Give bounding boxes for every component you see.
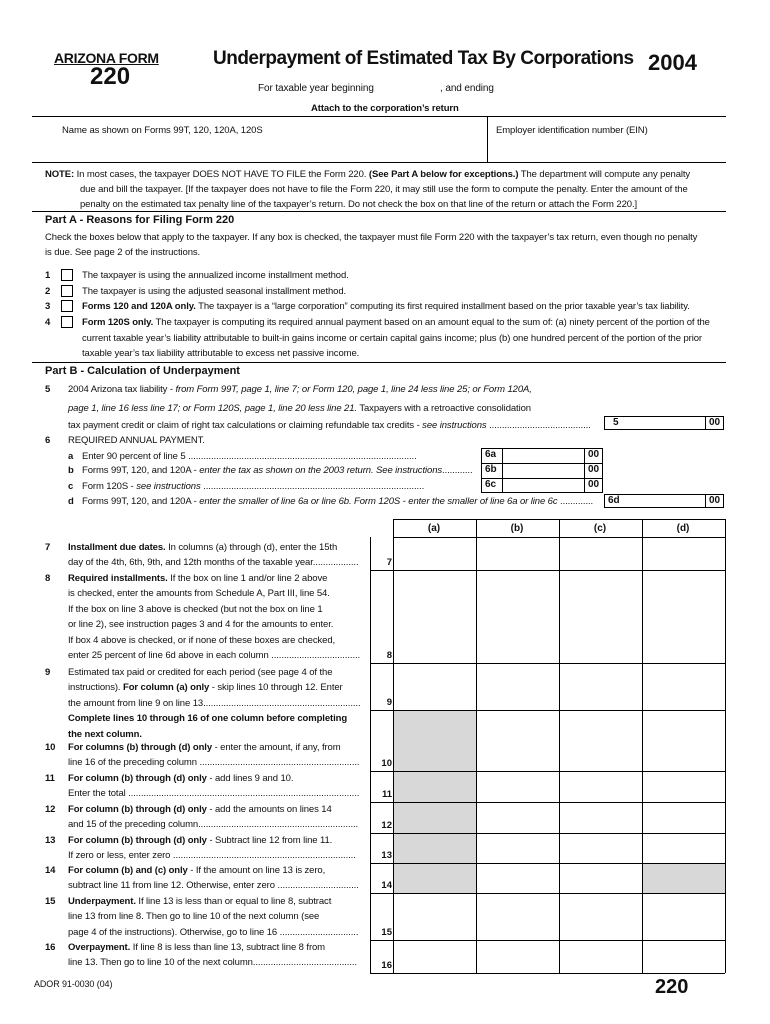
line-8-column-a-input[interactable] xyxy=(394,571,475,663)
line-6a-text: Enter 90 percent of line 5 .......................................................................................... xyxy=(82,451,417,462)
part-b-title: Part B - Calculation of Underpayment xyxy=(45,365,240,377)
line-6d-box-label: 6d xyxy=(608,495,620,506)
line-8-box-label: 8 xyxy=(386,650,392,661)
line-15-column-b-input[interactable] xyxy=(477,894,558,940)
line-12-box-label: 12 xyxy=(381,820,392,831)
line-10-column-a-input xyxy=(394,741,475,771)
part-a-checkbox-4[interactable] xyxy=(61,316,73,328)
part-a-item-number: 3 xyxy=(45,301,51,312)
line-8-number: 8 xyxy=(45,573,51,584)
line-5-cents: 00 xyxy=(709,417,721,428)
line-14-text: subtract line 11 from line 12. Otherwise, enter zero ................................ xyxy=(68,880,359,892)
line-7-column-a-input[interactable] xyxy=(394,538,475,570)
line-5-part-c: page 1, line 16 less line 17; or Form 120S, page 1, line 20 less line 21. xyxy=(68,403,357,414)
column-d-header: (d) xyxy=(676,523,690,534)
line-15-text: Underpayment. If line 13 is less than or equal to line 8, subtract xyxy=(68,896,332,907)
page-title: Underpayment of Estimated Tax By Corporations xyxy=(213,48,634,69)
line-14-text: For column (b) and (c) only - If the amount on line 13 is zero, xyxy=(68,865,326,876)
line-15-text: page 4 of the instructions). Otherwise, go to line 16 ............................... xyxy=(68,926,359,938)
grid-row-line xyxy=(370,710,725,711)
line-13-box-label: 13 xyxy=(381,850,392,861)
line-16-column-a-input[interactable] xyxy=(394,941,475,973)
note-text-1b: (See Part A below for exceptions.) xyxy=(368,169,519,180)
column-c-header: (c) xyxy=(593,523,607,534)
line-14-column-d-input xyxy=(643,864,724,893)
line-11-column-a-input xyxy=(394,772,475,802)
part-a-item-text xyxy=(82,301,690,312)
part-a-item-body: The taxpayer is a “large corporation” computing its first required installment based on the prior taxable year’s tax liability. xyxy=(195,301,690,312)
line-15-number: 15 xyxy=(45,896,56,907)
note-rule xyxy=(32,211,726,212)
line-14-column-b-input[interactable] xyxy=(477,864,558,893)
part-a-item-bold: Forms 120 and 120A only. xyxy=(82,301,196,312)
part-a-checkbox-2[interactable] xyxy=(61,285,73,297)
line-16-column-d-input[interactable] xyxy=(643,941,724,973)
line-14-column-a-input xyxy=(394,864,475,893)
line-13-column-d-input[interactable] xyxy=(643,834,724,863)
line-8-text: or line 2), see instruction pages 3 and 4 for the amounts to enter. xyxy=(68,619,334,631)
grid-column-line xyxy=(725,519,726,973)
line-12-text: and 15 of the preceding column............................................................... xyxy=(68,819,359,831)
line-6d-letter: d xyxy=(68,496,74,507)
line-13-column-c-input[interactable] xyxy=(560,834,641,863)
line-14-column-c-input[interactable] xyxy=(560,864,641,893)
line-8-column-b-input[interactable] xyxy=(477,571,558,663)
line-9-column-c-input[interactable] xyxy=(560,664,641,710)
line-7-column-c-input[interactable] xyxy=(560,538,641,570)
line-9-text: Complete lines 10 through 16 of one column before completing xyxy=(68,713,348,725)
line-11-box-label: 11 xyxy=(381,789,392,800)
part-a-item-number: 1 xyxy=(45,270,51,281)
note-text-1a: In most cases, the taxpayer DOES NOT HAVE TO FILE the Form 220. xyxy=(76,169,367,180)
part-a-intro-1: Check the boxes below that apply to the taxpayer. If any box is checked, the taxpayer must file Form 220 with the taxpayer’s tax return, even though no penalty xyxy=(45,232,698,243)
line-9-box-label: 9 xyxy=(386,697,392,708)
line-7-number: 7 xyxy=(45,542,51,553)
and-ending-label: , and ending xyxy=(440,83,494,94)
tax-year: 2004 xyxy=(648,50,697,75)
line-6a-box-label: 6a xyxy=(485,449,497,460)
footer-code: ADOR 91-0030 (04) xyxy=(34,979,113,989)
line-7-text: Installment due dates. In columns (a) through (d), enter the 15th xyxy=(68,542,338,553)
line-5-part-d: Taxpayers with a retroactive consolidation xyxy=(356,403,531,414)
taxable-year-ending-input[interactable] xyxy=(496,80,586,94)
line-12-column-c-input[interactable] xyxy=(560,803,641,833)
line-6c-input[interactable] xyxy=(504,480,582,492)
line-8-text: Required installments. If the box on line 1 and/or line 2 above xyxy=(68,573,328,584)
name-input[interactable] xyxy=(34,138,484,158)
line-16-box-label: 16 xyxy=(381,960,392,971)
line-10-text: line 16 of the preceding column ............................................................... xyxy=(68,757,360,769)
line-6d-dots: ............. xyxy=(557,496,594,507)
line-11-text: Enter the total ........................................................................................... xyxy=(68,788,360,800)
line-15-column-c-input[interactable] xyxy=(560,894,641,940)
line-6b-dots: ............ xyxy=(442,465,473,476)
part-a-item-text xyxy=(82,317,710,328)
part-a-checkbox-3[interactable] xyxy=(61,300,73,312)
line-9-text: Estimated tax paid or credited for each period (see page 4 of the xyxy=(68,667,333,678)
column-b-header: (b) xyxy=(510,523,524,534)
line-9-number: 9 xyxy=(45,667,51,678)
form-number: 220 xyxy=(90,63,131,90)
line-12-text: For column (b) through (d) only - add the amounts on lines 14 xyxy=(68,804,332,815)
item-4-line-2: current taxable year’s liability attributable to built-in gains income or certain capital gains income; plus (b) one hundred percent of the portion of the prior xyxy=(82,333,702,344)
line-6c-dots: ....................................................................................... xyxy=(200,481,425,492)
attach-instruction: Attach to the corporation’s return xyxy=(311,103,459,114)
item-4-line-3: taxable year’s tax liability attributable to excess net passive income. xyxy=(82,348,360,359)
line-9-column-b-input[interactable] xyxy=(477,664,558,710)
line-12-number: 12 xyxy=(45,804,56,815)
line-6d-cents: 00 xyxy=(709,495,721,506)
line-16-column-c-input[interactable] xyxy=(560,941,641,973)
line-6c-cents: 00 xyxy=(588,479,600,490)
line-6c-part-a: Form 120S - xyxy=(82,481,137,492)
line-8-text: If the box on line 3 above is checked (but not the box on line 1 xyxy=(68,603,323,615)
line-16-number: 16 xyxy=(45,942,56,953)
line-15-column-a-input[interactable] xyxy=(394,894,475,940)
ein-label: Employer identification number (EIN) xyxy=(496,125,648,136)
line-11-column-b-input[interactable] xyxy=(477,772,558,802)
line-8-column-c-input[interactable] xyxy=(560,571,641,663)
line-15-box-label: 15 xyxy=(381,927,392,938)
line-5-box-divider xyxy=(705,417,706,430)
line-5-text-3 xyxy=(68,420,591,431)
line-6-title: REQUIRED ANNUAL PAYMENT. xyxy=(68,435,205,446)
line-5-dots: ........................................ xyxy=(486,420,591,431)
line-5-part-f: see instructions xyxy=(422,420,487,431)
taxable-year-beginning-label: For taxable year beginning xyxy=(258,83,374,94)
line-6b-part-b: enter the tax as shown on the 2003 return. See instructions xyxy=(199,465,443,476)
name-label: Name as shown on Forms 99T, 120, 120A, 120S xyxy=(62,125,263,136)
line-16-text: line 13. Then go to line 10 of the next column......................................... xyxy=(68,957,357,969)
part-a-item-body: The taxpayer is computing its required annual payment based on an amount equal to the sum of: (a) ninety percent of the portion of the xyxy=(153,317,710,328)
line-14-box-label: 14 xyxy=(381,880,392,891)
part-a-item-text xyxy=(82,270,349,281)
line-6b-letter: b xyxy=(68,465,74,476)
part-a-item-text xyxy=(82,286,346,297)
line-11-number: 11 xyxy=(45,773,55,784)
line-6d-text xyxy=(82,496,593,507)
line-6b-part-a: Forms 99T, 120, and 120A - xyxy=(82,465,200,476)
line-10-column-d-input[interactable] xyxy=(643,741,724,771)
line-5-part-e: tax payment credit or claim of right tax calculations or claiming refundable tax credits - xyxy=(68,420,423,431)
line-6c-text xyxy=(82,481,478,492)
line-8-column-d-input[interactable] xyxy=(643,571,724,663)
line-6b-cents: 00 xyxy=(588,464,600,475)
line-7-box-label: 7 xyxy=(386,557,392,568)
part-a-title: Part A - Reasons for Filing Form 220 xyxy=(45,214,235,226)
line-7-column-d-input[interactable] xyxy=(643,538,724,570)
line-10-column-c-input[interactable] xyxy=(560,741,641,771)
note-line-3: penalty on the estimated tax penalty line of the taxpayer’s return. Do not check the box on that line of the return or attach the Form 220.] xyxy=(80,199,638,210)
line-13-column-b-input[interactable] xyxy=(477,834,558,863)
line-6a-letter: a xyxy=(68,451,74,462)
part-a-item-body: The taxpayer is using the annualized income installment method. xyxy=(82,270,349,281)
line-9-text: the next column. xyxy=(68,728,142,740)
line-5-box-label: 5 xyxy=(613,417,619,428)
grid-column-line xyxy=(370,537,371,973)
note-line-2: due and bill the taxpayer. [If the taxpayer does not have to file the Form 220, it may still use the form to compute the penalty. Enter the amount of the xyxy=(80,184,688,195)
line-8-text: is checked, enter the amounts from Schedule A, Part III, line 54. xyxy=(68,588,330,600)
state-form-label: ARIZONA FORM xyxy=(54,50,159,66)
line-5-text-1 xyxy=(68,384,532,395)
line-5-text-2 xyxy=(68,403,531,414)
line-12-column-b-input[interactable] xyxy=(477,803,558,833)
note-text-1c: The department will compute any penalty xyxy=(520,169,691,180)
ein-input[interactable] xyxy=(492,138,724,158)
line-6d-box-divider xyxy=(705,495,706,508)
line-6a-cents: 00 xyxy=(588,449,600,460)
line-13-text: For column (b) through (d) only - Subtract line 12 from line 11. xyxy=(68,835,333,846)
line-10-text: For columns (b) through (d) only - enter the amount, if any, from xyxy=(68,742,341,753)
part-a-item-number: 2 xyxy=(45,286,51,297)
line-7-text: day of the 4th, 6th, 9th, and 12th months of the taxable year.................. xyxy=(68,557,359,569)
line-6-number: 6 xyxy=(45,435,51,446)
line-6abc-boxes xyxy=(481,448,603,493)
note-label: NOTE: xyxy=(45,169,75,180)
grid-row-line xyxy=(370,973,725,974)
line-6c-box-label: 6c xyxy=(485,479,497,490)
line-13-number: 13 xyxy=(45,835,56,846)
header-rule xyxy=(32,116,726,117)
line-7-column-b-input[interactable] xyxy=(477,538,558,570)
line-12-column-d-input[interactable] xyxy=(643,803,724,833)
line-5-amount-box[interactable] xyxy=(604,416,724,430)
line-6d-amount-box[interactable] xyxy=(604,494,724,508)
line-12-column-a-input xyxy=(394,803,475,833)
line-16-text: Overpayment. If line 8 is less than line 13, subtract line 8 from xyxy=(68,942,325,953)
line-15-text: line 13 from line 8. Then go to line 10 of the next column (see xyxy=(68,911,320,923)
line-10-box-label: 10 xyxy=(381,758,392,769)
line-14-number: 14 xyxy=(45,865,56,876)
line-13-text: If zero or less, enter zero ........................................................................ xyxy=(68,850,356,862)
line-5-part-a: 2004 Arizona tax liability - xyxy=(68,384,176,395)
part-a-item-body: The taxpayer is using the adjusted seasonal installment method. xyxy=(82,286,347,297)
name-rule xyxy=(32,162,726,163)
line-10-column-b-input[interactable] xyxy=(477,741,558,771)
line-9-text: instructions). For column (a) only - skip lines 10 through 12. Enter xyxy=(68,682,343,694)
line-6b-input[interactable] xyxy=(504,465,582,477)
taxable-year-beginning-input[interactable] xyxy=(372,80,438,94)
part-a-checkbox-1[interactable] xyxy=(61,269,73,281)
part-a-intro-2: is due. See page 2 of the instructions. xyxy=(45,247,201,258)
line-9-column-a-input[interactable] xyxy=(394,664,475,710)
line-8-text: If box 4 above is checked, or if none of these boxes are checked, xyxy=(68,634,336,646)
line-6c-part-b: see instructions xyxy=(136,481,201,492)
line-8-text: enter 25 percent of line 6d above in each column ................................... xyxy=(68,650,361,661)
line-11-column-c-input[interactable] xyxy=(560,772,641,802)
line-15-column-d-input[interactable] xyxy=(643,894,724,940)
line-10-number: 10 xyxy=(45,742,56,753)
line-6d-part-a: Forms 99T, 120, and 120A - xyxy=(82,496,200,507)
column-a-header: (a) xyxy=(427,523,441,534)
line-11-text: For column (b) through (d) only - add lines 9 and 10. xyxy=(68,773,294,784)
line-6d-part-b: enter the smaller of line 6a or line 6b. Form 120S - enter the smaller of line 6a or line 6c xyxy=(199,496,558,507)
line-16-column-b-input[interactable] xyxy=(477,941,558,973)
part-a-item-bold: Form 120S only. xyxy=(82,317,154,328)
note-line-1 xyxy=(45,169,690,180)
line-11-column-d-input[interactable] xyxy=(643,772,724,802)
line-6abc-cents-divider xyxy=(584,449,585,492)
line-5-number: 5 xyxy=(45,384,51,395)
name-ein-divider xyxy=(487,117,488,162)
line-6abc-label-divider xyxy=(502,449,503,492)
line-9-column-d-input[interactable] xyxy=(643,664,724,710)
line-5-part-b: from Form 99T, page 1, line 7; or Form 120, page 1, line 24 less line 25; or Form 120A, xyxy=(175,384,532,395)
part-b-rule xyxy=(32,362,726,363)
part-a-item-number: 4 xyxy=(45,317,51,328)
line-9-text: the amount from line 9 on line 13.............................................................. xyxy=(68,697,361,709)
line-6b-box-label: 6b xyxy=(485,464,497,475)
line-6c-letter: c xyxy=(68,481,74,492)
line-6a-input[interactable] xyxy=(504,450,582,462)
line-13-column-a-input xyxy=(394,834,475,863)
line-6b-text xyxy=(82,465,473,476)
footer-form-number: 220 xyxy=(655,976,689,998)
